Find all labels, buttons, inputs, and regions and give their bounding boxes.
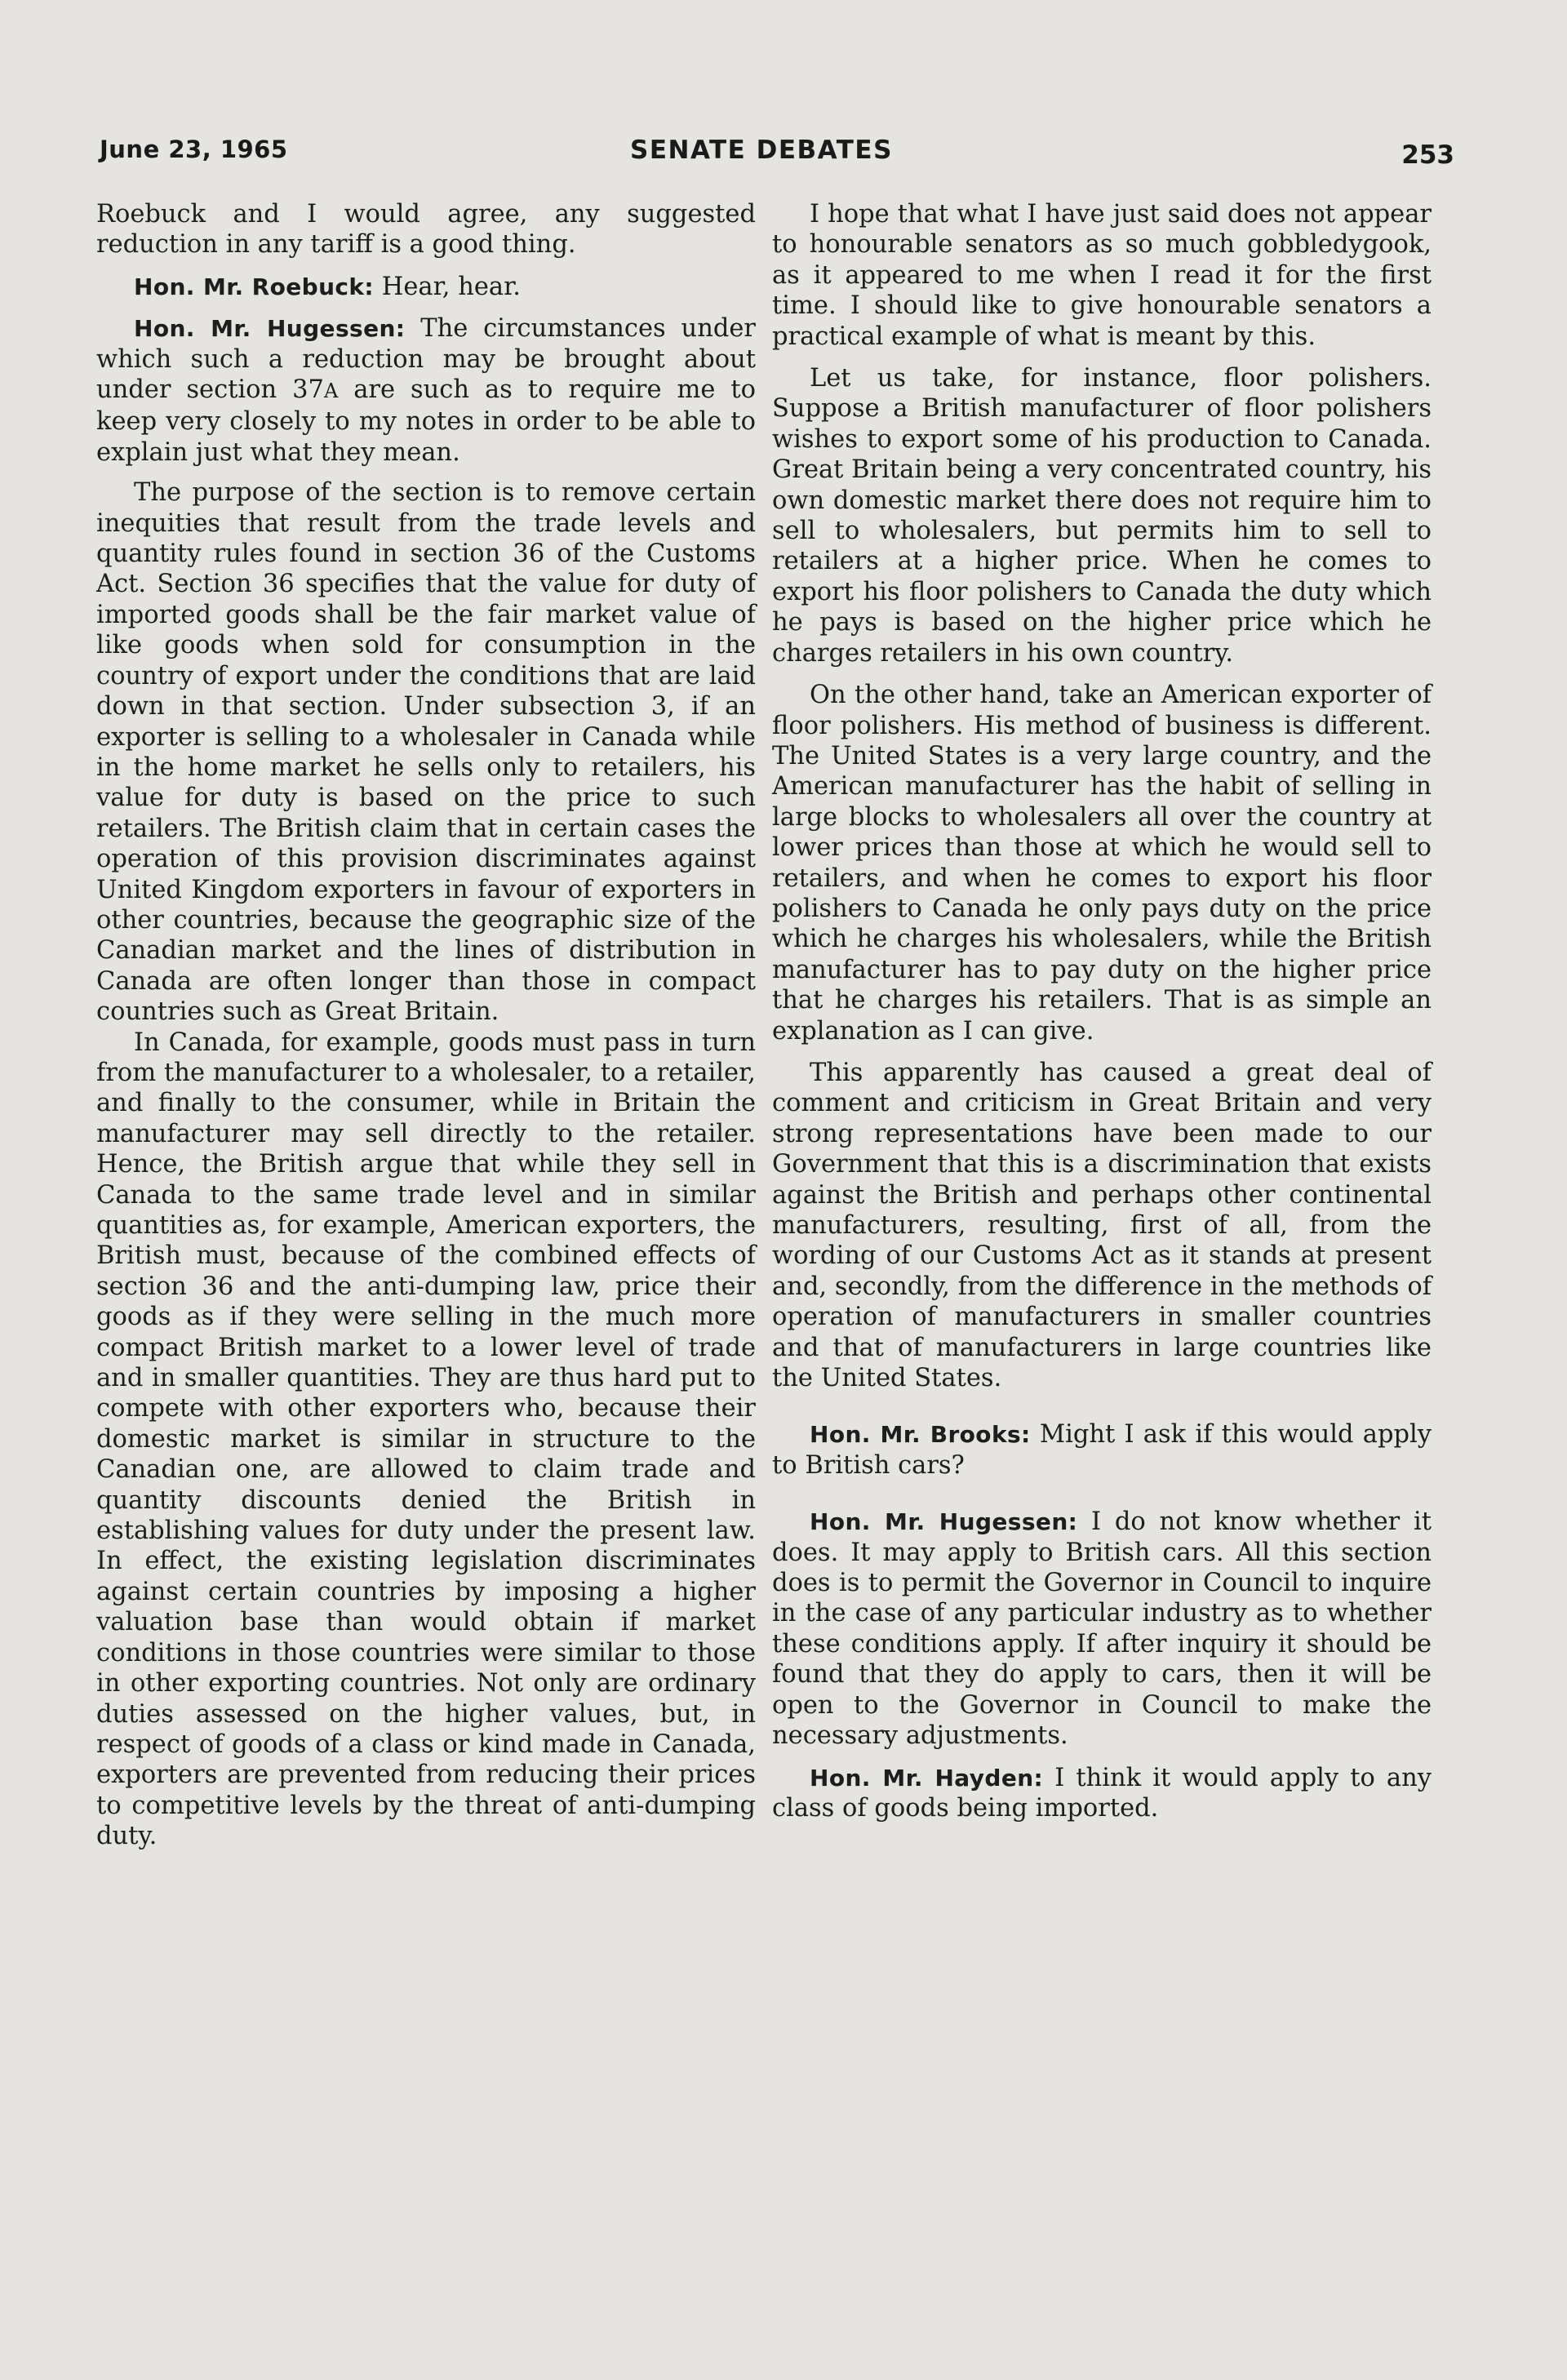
speech-paragraph bbox=[772, 1507, 1432, 1751]
page-number: 253 bbox=[1401, 140, 1454, 170]
speech-paragraph bbox=[96, 272, 756, 302]
paragraph: This apparently has caused a great deal of comment and criticism in Great Britain and very strong representations have been made to our Government that this is a discrimination that exists against the British and perhaps other continental manufacturers, resulting, first of all, from the wording of our Customs Act as it stands at present and, secondly, from the difference in the methods of operation of manufacturers in smaller countries and that of manufacturers in large countries like the United States. bbox=[772, 1058, 1432, 1393]
section-suffix: A bbox=[323, 380, 339, 403]
paragraph: In Canada, for example, goods must pass in turn from the manufacturer to a wholesaler, to a retailer, and finally to the consumer, while in Britain the manufacturer may sell directly to the retailer. Hence, the British argue that while they sell in Canada to the same trade level and in similar quantities as, for example, American exporters, the British must, because of the combined effects of section 36 and the anti-dumping law, price their goods as if they were selling in the much more compact British market to a lower level of trade and in smaller quantities. They are thus hard put to compete with other exporters who, because their domestic market is similar in structure to the Canadian one, are allowed to claim trade and quantity discounts denied the British in establishing values for duty under the present law. In effect, the existing legislation discriminates against certain countries by imposing a higher valuation base than would obtain if market conditions in those countries were similar to those in other exporting countries. Not only are ordinary duties assessed on the higher values, but, in respect of goods of a class or kind made in Canada, exporters are prevented from reducing their prices to competitive levels by the threat of anti-dumping duty. bbox=[96, 1028, 756, 1851]
speaker-name: Hon. Mr. Hugessen: bbox=[134, 315, 406, 343]
paragraph: The purpose of the section is to remove certain inequities that result from the trade levels and quantity rules found in section 36 of the Customs Act. Section 36 specifies that the value for duty of imported goods shall be the fair market value of like goods when sold for consumption in the country of export under the conditions that are laid down in that section. Under subsection 3, if an exporter is selling to a wholesaler in Canada while in the home market he sells only to retailers, his value for duty is based on the price to such retailers. The British claim that in certain cases the operation of this provision discriminates against United Kingdom exporters in favour of exporters in other countries, because the geographic size of the Canadian market and the lines of distribution in Canada are often longer than those in compact countries such as Great Britain. bbox=[96, 478, 756, 1027]
paragraph: On the other hand, take an American exporter of floor polishers. His method of business is different. The United States is a very large country, and the American manufacturer has the habit of selling in large blocks to wholesalers all over the country at lower prices than those at which he would sell to retailers, and when he comes to export his floor polishers to Canada he only pays duty on the price which he charges his wholesalers, while the British manufacturer has to pay duty on the higher price that he charges his retailers. That is as simple an explanation as I can give. bbox=[772, 681, 1432, 1046]
speech-paragraph bbox=[772, 1419, 1432, 1481]
paragraph: I hope that what I have just said does not appear to honourable senators as so much gobbledygook, as it appeared to me when I read it for the first time. I should like to give honourable senators a practical example of what is meant by this. bbox=[772, 200, 1432, 351]
speech-text: I think it would apply to any class of goods being imported. bbox=[772, 1763, 1432, 1823]
speech-text: I do not know whether it does. It may apply to British cars. All this section does is to permit the Governor in Council to inquire in the case of any particular industry as to whether these conditions apply. If after inquiry it should be found that they do apply to cars, then it will be open to the Governor in Council to make the necessary adjustments. bbox=[772, 1507, 1432, 1751]
speaker-name: Hon. Mr. Hayden: bbox=[810, 1764, 1044, 1792]
header-title: SENATE DEBATES bbox=[630, 135, 893, 165]
speech-text: are such as to require me to keep very closely to my notes in order to be able to explain just what they mean. bbox=[96, 375, 756, 467]
right-column bbox=[772, 199, 1432, 1835]
speech-paragraph bbox=[96, 313, 756, 468]
header-date: June 23, 1965 bbox=[100, 135, 288, 163]
speech-text: The circumstances under which such a reduction may be brought about under section 37 bbox=[96, 314, 756, 405]
speech-text: Might I ask if this would apply to British cars? bbox=[772, 1420, 1432, 1480]
speaker-name: Hon. Mr. Roebuck: bbox=[134, 273, 375, 300]
paragraph: Roebuck and I would agree, any suggested reduction in any tariff is a good thing. bbox=[96, 200, 756, 260]
left-column bbox=[96, 199, 756, 1863]
speech-paragraph bbox=[772, 1763, 1432, 1824]
page-header bbox=[100, 135, 1454, 176]
speaker-name: Hon. Mr. Brooks: bbox=[810, 1421, 1031, 1449]
paragraph: Let us take, for instance, floor polishers. Suppose a British manufacturer of floor polishers wishes to export some of his production to Canada. Great Britain being a very concentrated country, his own domestic market there does not require him to sell to wholesalers, but permits him to sell to retailers at a higher price. When he comes to export his floor polishers to Canada the duty which he pays is based on the higher price which he charges retailers in his own country. bbox=[772, 364, 1432, 668]
speech-text: Hear, hear. bbox=[374, 272, 521, 301]
speaker-name: Hon. Mr. Hugessen: bbox=[810, 1508, 1078, 1536]
